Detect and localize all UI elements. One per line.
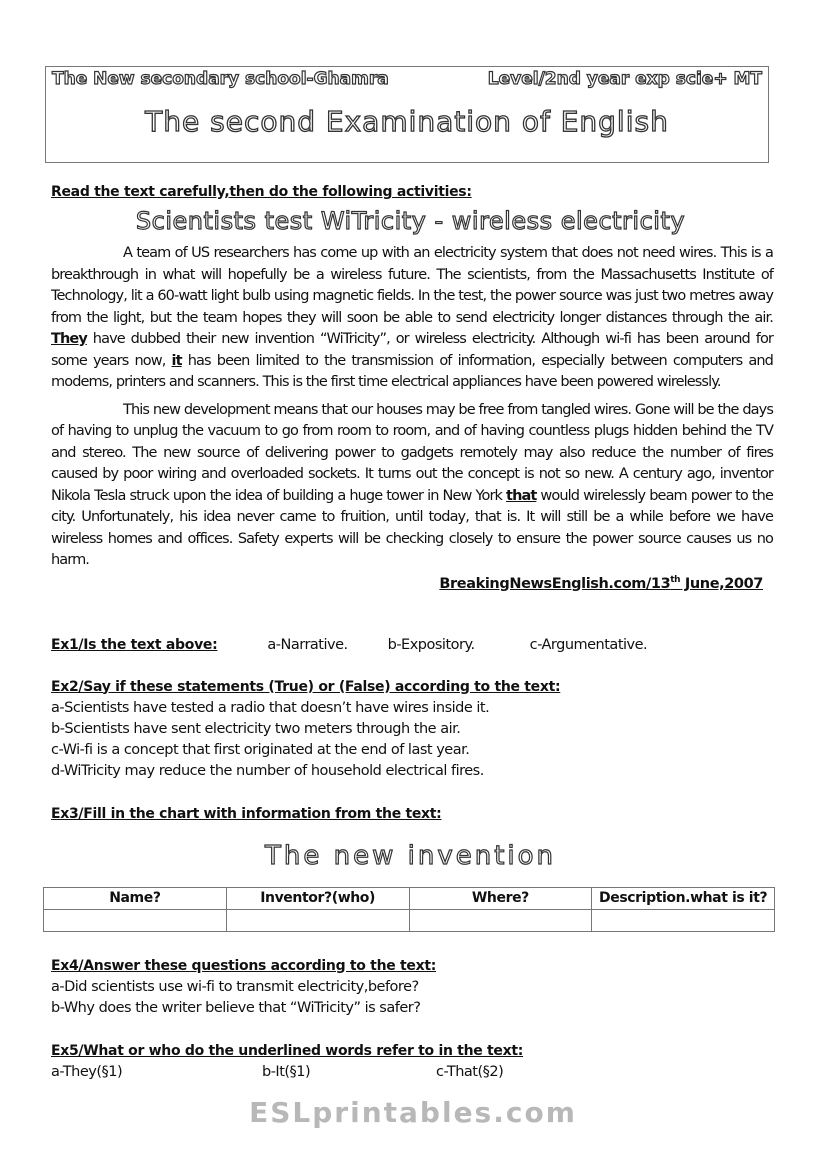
ex5-heading: Ex5/What or who do the underlined words refer to in the text: (51, 1042, 524, 1059)
ex3 (51, 804, 775, 932)
source-suffix: June,2007 (680, 575, 763, 592)
chart-header-row (44, 887, 775, 909)
ex4-heading: Ex4/Answer these questions according to the text: (51, 957, 437, 974)
level-label: Level/2nd year exp scie+ MT (487, 69, 762, 89)
paragraph-1 (51, 243, 773, 394)
underlined-word-that: that (506, 487, 537, 504)
chart-answer-where[interactable] (409, 909, 592, 931)
ex5-items (51, 1062, 775, 1083)
watermark: ESLprintables.com (249, 1095, 577, 1129)
ex5-item-a: a-They(§1) (51, 1063, 123, 1080)
paragraph-2 (51, 400, 773, 572)
chart-title: The new invention (265, 840, 556, 871)
chart-header-name: Name? (44, 887, 227, 909)
article-title: Scientists test WiTricity - wireless electricity (135, 207, 686, 235)
ex2 (51, 677, 775, 782)
chart-header-where: Where? (409, 887, 592, 909)
ex2-statement-b: b-Scientists have sent electricity two meters through the air. (51, 720, 461, 737)
ex1-heading: Ex1/Is the text above: (51, 636, 218, 653)
header-row (46, 67, 768, 89)
school-name: The New secondary school-Ghamra (52, 69, 389, 89)
ex4 (51, 956, 775, 1019)
chart-answer-description[interactable] (592, 909, 775, 931)
source-sup: th (670, 574, 681, 585)
chart-answer-inventor[interactable] (226, 909, 409, 931)
underlined-word-it: it (171, 352, 182, 369)
underlined-word-they: They (51, 331, 87, 347)
ex4-question-a: a-Did scientists use wi-fi to transmit electricity,before? (51, 978, 419, 995)
ex2-heading: Ex2/Say if these statements (True) or (False) according to the text: (51, 678, 561, 695)
ex2-statement-c: c-Wi-fi is a concept that first originated at the end of last year. (51, 741, 470, 758)
article-source (51, 574, 775, 595)
instruction: Read the text carefully,then do the following activities: (51, 184, 472, 200)
chart-header-description: Description.what is it? (592, 887, 775, 909)
ex3-heading: Ex3/Fill in the chart with information from the text: (51, 805, 442, 822)
chart-header-inventor: Inventor?(who) (226, 887, 409, 909)
chart-answer-name[interactable] (44, 909, 227, 931)
paragraph-2-text-b: would wirelessly beam power to the city. Unfortunately, his idea never came to fruition, until today, that is. It will still be a while before we have wireless homes and offices. Safety experts will be checking closely to ensure the power source causes us no harm. (51, 487, 773, 568)
exam-title: The second Examination of English (145, 105, 669, 138)
paragraph-1-text-b: have dubbed their new invention “WiTricity”, or wireless electricity. Although wi-fi has been around for some years now, (51, 331, 773, 369)
ex1-option-b: b-Expository. (387, 636, 475, 653)
ex2-statement-a: a-Scientists have tested a radio that doesn’t have wires inside it. (51, 699, 490, 716)
paragraph-2-text-a: This new development means that our houses may be free from tangled wires. Gone will be the days of having to unplug the vacuum to go from room to room, and of having countless plugs hidden behind the TV and stereo. The new source of delivering power to gadgets remotely may also reduce the number of fires caused by poor wiring and overloaded sockets. It turns out the concept is not so new. A century ago, inventor Nikola Tesla struck upon the idea of building a huge tower in New York (51, 401, 773, 504)
header-box (45, 66, 769, 163)
invention-chart (43, 887, 775, 932)
ex1 (51, 635, 775, 656)
ex5-item-c: c-That(§2) (436, 1063, 504, 1080)
ex4-question-b: b-Why does the writer believe that “WiTricity” is safer? (51, 999, 421, 1016)
ex2-statement-d: d-WiTricity may reduce the number of household electrical fires. (51, 762, 484, 779)
chart-answer-row (44, 909, 775, 931)
ex5 (51, 1041, 775, 1083)
paragraph-1-text-c: has been limited to the transmission of information, especially between computers and modems, printers and scanners. This is the first time electrical appliances have been powered wirelessly. (51, 352, 773, 390)
source-prefix: BreakingNewsEnglish.com/13 (439, 575, 671, 592)
ex1-option-a: a-Narrative. (267, 636, 348, 653)
ex1-option-c: c-Argumentative. (529, 636, 648, 653)
paragraph-1-text-a: A team of US researchers has come up with an electricity system that does not need wires. This is a breakthrough in what will hopefully be a wireless future. The scientists, from the Massachusetts Institute of Technology, lit a 60-watt light bulb using magnetic fields. In the test, the power source was just two metres away from the light, but the team hopes they will soon be able to send electricity longer distances through the air. (51, 245, 773, 326)
ex5-item-b: b-It(§1) (262, 1063, 311, 1080)
